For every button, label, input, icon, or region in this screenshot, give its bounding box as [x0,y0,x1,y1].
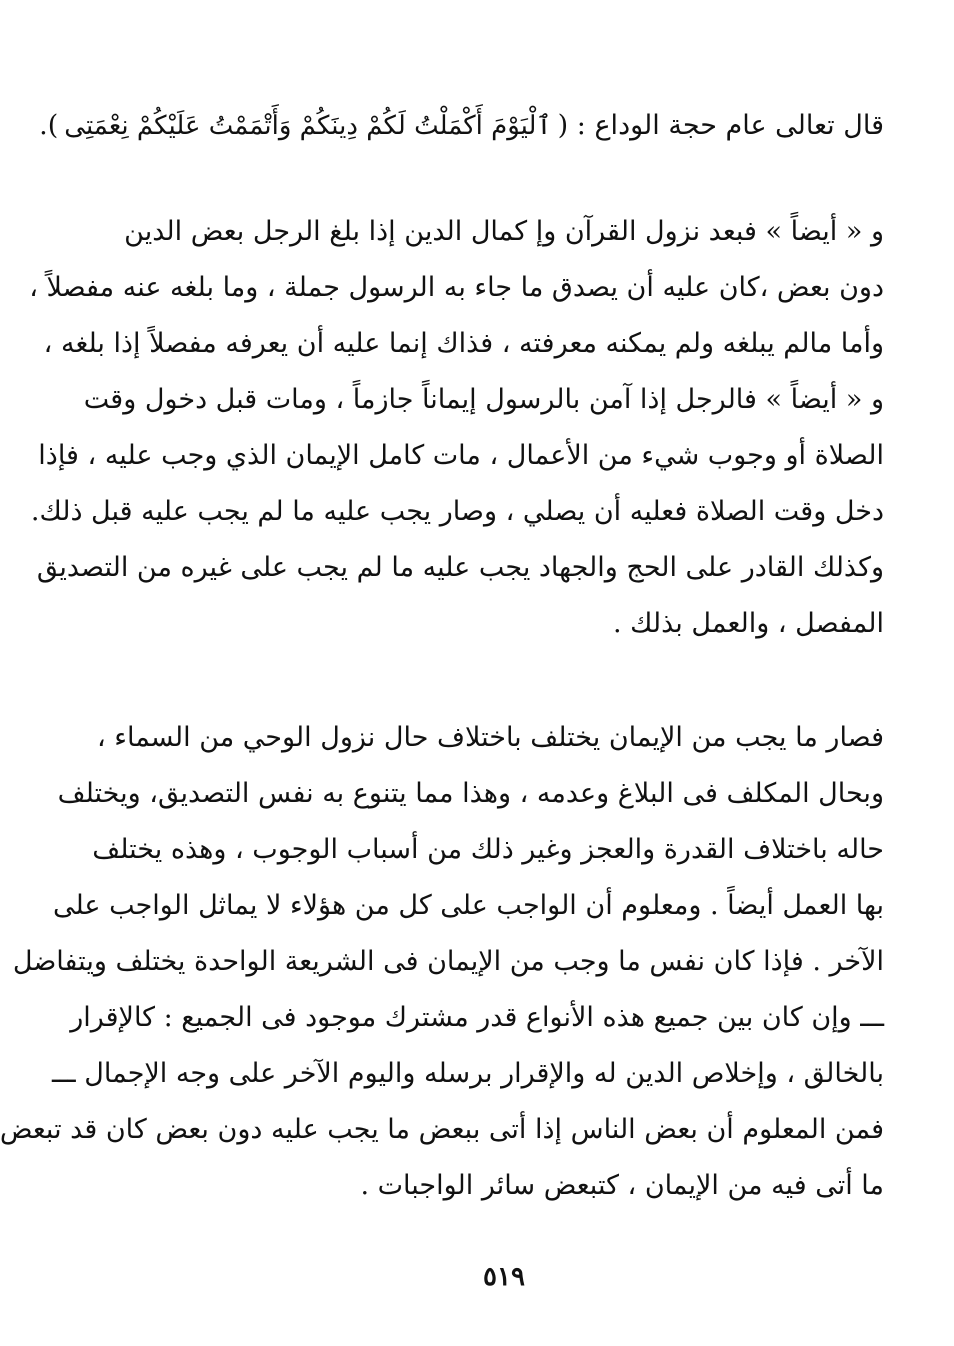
paragraph-line: فصار ما يجب من الإيمان يختلف باختلاف حال نزول الوحي من السماء ، [96,722,884,753]
paragraph-line: وكذلك القادر على الحج والجهاد يجب عليه ما لم يجب على غيره من التصديق [36,552,884,583]
verse-intro-prefix: قال تعالى عام حجة الوداع : ( [557,110,884,141]
paragraph-line: دون بعض ،كان عليه أن يصدق ما جاء به الرسول جملة ، وما بلغه عنه مفصلاً ، [29,272,884,303]
paragraph-1 [29,204,884,652]
quran-verse: ٱلْيَوْمَ أَكْمَلْتُ لَكُمْ دِينَكُمْ وَأَتْمَمْتُ عَلَيْكُمْ نِعْمَتِى [64,111,552,141]
verse-intro-line [39,96,884,156]
paragraph-line: فمن المعلوم أن بعض الناس إذا أتى ببعض ما يجب عليه دون بعض كان قد تبعض [0,1114,884,1145]
paragraph-line: المفصل ، والعمل بذلك . [612,608,884,639]
paragraph-line: و « أيضاً » فبعد نزول القرآن وإ كمال الدين إذا بلغ الرجل بعض الدين [124,216,884,247]
paragraph-line: حاله باختلاف القدرة والعجز وغير ذلك من أسباب الوجوب ، وهذه يختلف [92,834,884,865]
paragraph-line: وأما مالم يبلغه ولم يمكنه معرفته ، فذاك إنما عليه أن يعرفه مفصلاً إذا بلغه ، [43,328,884,359]
paragraph-line: دخل وقت الصلاة فعليه أن يصلي ، وصار يجب عليه ما لم يجب عليه قبل ذلك. [30,496,884,527]
paragraph-line: وبحال المكلف فى البلاغ وعدمه ، وهذا مما يتنوع به نفس التصديق، ويختلف [57,778,884,809]
paragraph-line: ـــ وإن كان بين جميع هذه الأنواع قدر مشترك موجود فى الجميع : كالإقرار [70,1002,884,1033]
page-number: ٥١٩ [483,1262,525,1292]
paragraph-line: ما أتى فيه من الإيمان ، كتبعض سائر الواجبات . [360,1170,884,1201]
paragraph-line: بها العمل أيضاً . ومعلوم أن الواجب على كل من هؤلاء لا يماثل الواجب على [52,890,884,921]
verse-intro-suffix: ). [39,110,59,141]
paragraph-line: و « أيضاً » فالرجل إذا آمن بالرسول إيماناً جازماً ، ومات قبل دخول وقت [83,384,884,415]
paragraph-line: الصلاة أو وجوب شيء من الأعمال ، مات كامل الإيمان الذي وجب عليه ، فإذا [38,440,884,471]
paragraph-line: الآخر . فإذا كان نفس ما وجب من الإيمان فى الشريعة الواحدة يختلف ويتفاضل [12,946,884,977]
paragraph-2 [0,710,884,1214]
paragraph-line: بالخالق ، وإخلاص الدين له والإقرار برسله واليوم الآخر على وجه الإجمال ـــ [51,1058,884,1089]
